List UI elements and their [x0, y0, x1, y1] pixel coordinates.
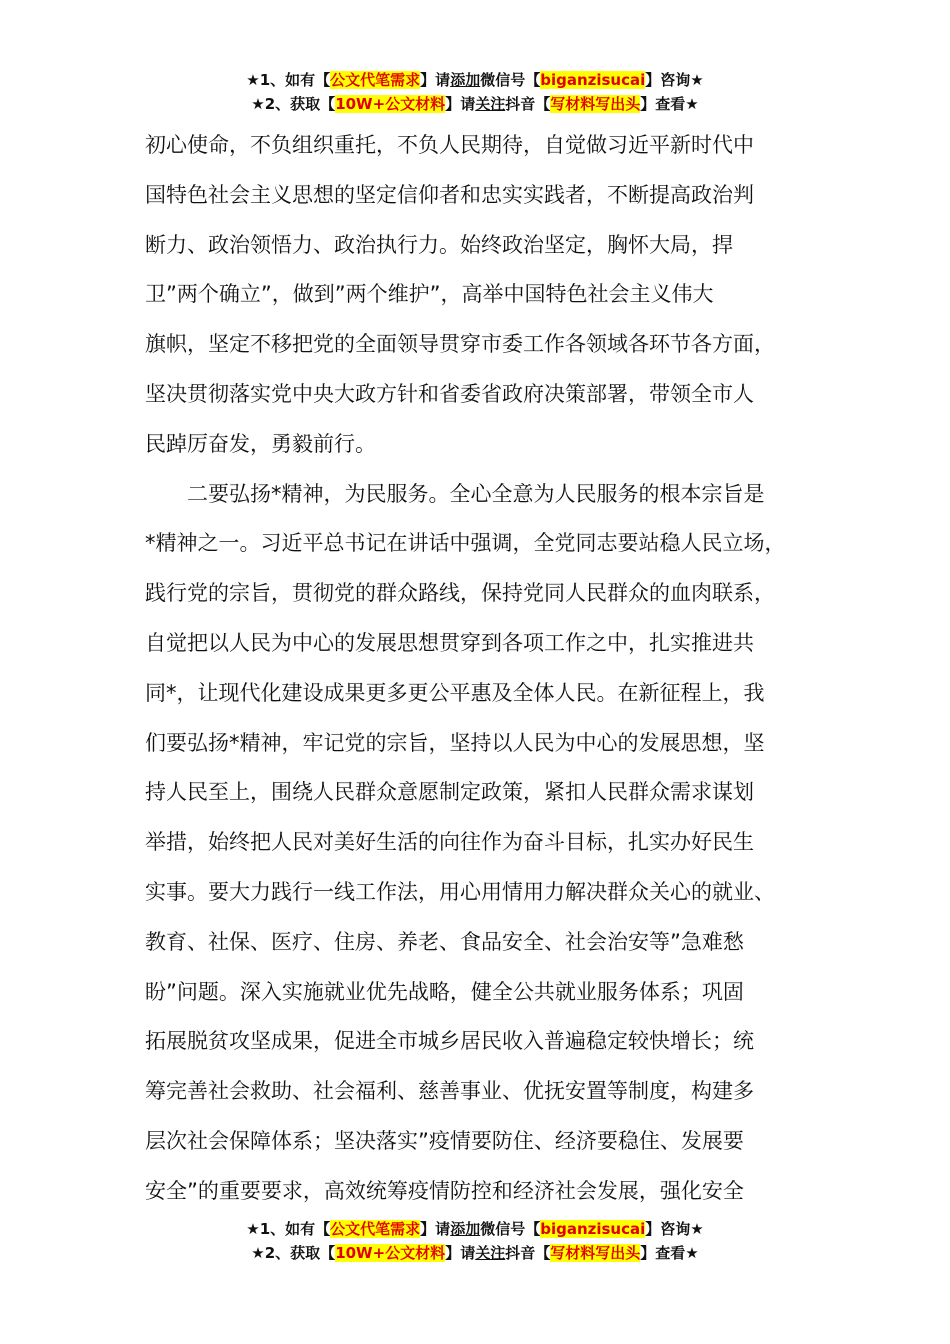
- underlined-text: 添加: [450, 1220, 481, 1238]
- document-body: [145, 128, 835, 1224]
- underlined-text: 关注: [475, 95, 506, 113]
- text-line: 们要弘扬*精神，牢记党的宗旨，坚持以人民为中心的发展思想，坚: [145, 730, 765, 755]
- banner-text: 抖音【: [505, 1244, 551, 1262]
- douyin-id: 写材料写出头: [550, 95, 641, 113]
- banner-text: ★1、如有【: [246, 1220, 331, 1238]
- highlight-text: 公文代笔需求: [330, 71, 421, 89]
- text-line: 教育、社保、医疗、住房、养老、食品安全、社会治安等”急难愁: [145, 929, 744, 954]
- text-line: 层次社会保障体系；坚决落实”疫情要防住、经济要稳住、发展要: [145, 1128, 744, 1153]
- text-line: 盼”问题。深入实施就业优先战略，健全公共就业服务体系；巩固: [145, 979, 744, 1004]
- banner-text: 】请: [445, 1244, 476, 1262]
- header-banner: [0, 68, 950, 116]
- text-line: 断力、政治领悟力、政治执行力。始终政治坚定，胸怀大局，捍: [145, 232, 733, 257]
- banner-text: 抖音【: [505, 95, 551, 113]
- underlined-text: 添加: [450, 71, 481, 89]
- banner-text: 微信号【: [480, 71, 541, 89]
- text-line: 实事。要大力践行一线工作法，用心用情用力解决群众关心的就业、: [145, 879, 775, 904]
- banner-text: 微信号【: [480, 1220, 541, 1238]
- text-line: 同*，让现代化建设成果更多更公平惠及全体人民。在新征程上，我: [145, 680, 765, 705]
- banner-text: 】请: [445, 95, 476, 113]
- banner-line-1: [0, 1217, 950, 1241]
- footer-banner: [0, 1217, 950, 1265]
- text-line: 举措，始终把人民对美好生活的向往作为奋斗目标，扎实办好民生: [145, 830, 754, 855]
- banner-text: ★2、获取【: [251, 1244, 336, 1262]
- text-line: 卫”两个确立”，做到”两个维护”，高举中国特色社会主义伟大: [145, 282, 714, 307]
- text-line: 初心使命，不负组织重托，不负人民期待，自觉做习近平新时代中: [145, 133, 754, 157]
- banner-line-2: [0, 1241, 950, 1265]
- text-line: 民踔厉奋发，勇毅前行。: [145, 431, 376, 456]
- highlight-text: 10W+公文材料: [335, 95, 446, 113]
- text-line: 二要弘扬*精神，为民服务。全心全意为人民服务的根本宗旨是: [145, 481, 765, 506]
- text-line: 筹完善社会救助、社会福利、慈善事业、优抚安置等制度，构建多: [145, 1079, 754, 1104]
- text-line: *精神之一。习近平总书记在讲话中强调，全党同志要站稳人民立场，: [145, 531, 786, 556]
- banner-text: ★2、获取【: [251, 95, 336, 113]
- highlight-text: 10W+公文材料: [335, 1244, 446, 1262]
- text-line: 国特色社会主义思想的坚定信仰者和忠实实践者，不断提高政治判: [145, 182, 754, 207]
- banner-line-1: [0, 68, 950, 92]
- banner-text: 】咨询★: [645, 1220, 704, 1238]
- banner-text: ★1、如有【: [246, 71, 331, 89]
- text-line: 自觉把以人民为中心的发展思想贯穿到各项工作之中，扎实推进共: [145, 630, 754, 655]
- highlight-text: 公文代笔需求: [330, 1220, 421, 1238]
- text-line: 坚决贯彻落实党中央大政方针和省委省政府决策部署，带领全市人: [145, 381, 754, 406]
- wechat-id: biganzisucai: [540, 71, 646, 89]
- text-line: 持人民至上，围绕人民群众意愿制定政策，紧扣人民群众需求谋划: [145, 780, 754, 805]
- text-line: 践行党的宗旨，贯彻党的群众路线，保持党同人民群众的血肉联系，: [145, 581, 775, 606]
- banner-text: 】查看★: [640, 95, 699, 113]
- text-line: 安全”的重要要求，高效统筹疫情防控和经济社会发展，强化安全: [145, 1178, 744, 1203]
- underlined-text: 关注: [475, 1244, 506, 1262]
- banner-text: 】查看★: [640, 1244, 699, 1262]
- banner-text: 】咨询★: [645, 71, 704, 89]
- text-line: 拓展脱贫攻坚成果，促进全市城乡居民收入普遍稳定较快增长；统: [145, 1029, 754, 1054]
- text-line: 旗帜，坚定不移把党的全面领导贯穿市委工作各领域各环节各方面，: [145, 332, 775, 357]
- wechat-id: biganzisucai: [540, 1220, 646, 1238]
- banner-text: 】请: [420, 1220, 451, 1238]
- douyin-id: 写材料写出头: [550, 1244, 641, 1262]
- banner-line-2: [0, 92, 950, 116]
- banner-text: 】请: [420, 71, 451, 89]
